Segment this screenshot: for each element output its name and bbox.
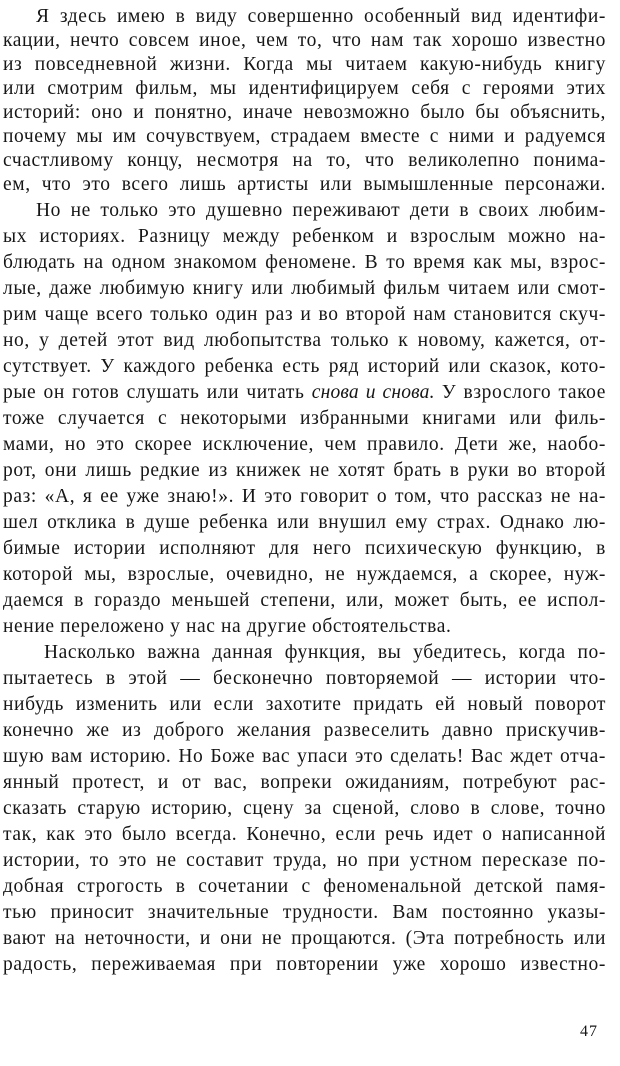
text-run: У взрослого такое <box>434 382 606 403</box>
text-line: мами, но это скорее исключение, чем правило. Дети же, наобо- <box>3 434 606 455</box>
text-line: раз: «А, я ее уже знаю!». И это говорит о том, что рассказ не на- <box>3 486 606 507</box>
text-line: так, как это было всегда. Конечно, если речь идет о написанной <box>3 824 606 845</box>
text-line: пытаетесь в этой — бесконечно повторяемой — истории что- <box>3 668 606 689</box>
text-line: ых историях. Разницу между ребенком и взрослым можно на- <box>3 226 606 247</box>
text-line: лые, даже любимую книгу или любимый фильм читаем или смот- <box>3 278 606 299</box>
text-line: блюдать на одном знакомом феномене. В то время как мы, взрос- <box>3 252 606 273</box>
text-line: Насколько важна данная функция, вы убедитесь, когда по- <box>44 642 606 663</box>
text-line: янный протест, и от вас, вопреки ожиданиям, потребуют рас- <box>3 772 606 793</box>
text-line: радость, переживаемая при повторении уже хорошо известно- <box>3 954 606 975</box>
text-line: бимые истории исполняют для него психическую функцию, в <box>3 538 606 559</box>
text-line: даемся в гораздо меньшей степени, или, может быть, ее испол- <box>3 590 606 611</box>
text-run: рые он готов слушать или читать <box>3 382 312 403</box>
text-line: нибудь изменить или если захотите придать ей новый поворот <box>3 694 606 715</box>
text-line: сутствует. У каждого ребенка есть ряд историй или сказок, кото- <box>3 356 606 377</box>
text-line: тоже случается с некоторыми избранными книгами или филь- <box>3 408 606 429</box>
text-line: нение переложено у нас на другие обстоятельства. <box>3 616 452 637</box>
text-line: Но не только это душевно переживают дети в своих любим- <box>36 200 606 221</box>
text-line: конечно же из доброго желания развеселить давно прискучив- <box>3 720 606 741</box>
text-line: историй: оно и понятно, иначе невозможно было бы объяснить, <box>3 102 606 123</box>
page-number: 47 <box>580 1023 598 1040</box>
text-line: но, у детей этот вид любопытства только к новому, кажется, от- <box>3 330 606 351</box>
text-line: вают на неточности, и они не прощаются. (Эта потребность или <box>3 928 606 949</box>
italic-emphasis: снова и снова. <box>311 382 435 403</box>
text-line: шел отклика в душе ребенка или внушил ему страх. Однако лю- <box>3 512 606 533</box>
text-line: добная строгость в сочетании с феноменальной детской памя- <box>3 876 606 897</box>
text-line: рот, они лишь редкие из книжек не хотят брать в руки во второй <box>3 460 606 481</box>
text-line: которой мы, взрослые, очевидно, не нуждаемся, а скорее, нуж- <box>3 564 606 585</box>
text-line: ем, что это всего лишь артисты или вымышленные персонажи. <box>3 174 606 195</box>
text-line: истории, то это не составит труда, но при устном пересказе по- <box>3 850 606 871</box>
text-line: сказать старую историю, сцену за сценой, слово в слове, точно <box>3 798 606 819</box>
text-line: шую вам историю. Но Боже вас упаси это сделать! Вас ждет отча- <box>3 746 606 767</box>
text-line: счастливому концу, несмотря на то, что великолепно понима- <box>3 150 606 171</box>
text-line: рим чаще всего только один раз и во второй нам становится скуч- <box>3 304 606 325</box>
text-line: кации, нечто совсем иное, чем то, что нам так хорошо известно <box>3 30 606 51</box>
text-line: Я здесь имею в виду совершенно особенный вид идентифи- <box>36 6 606 27</box>
text-line: или смотрим фильм, мы идентифицируем себя с героями этих <box>3 78 606 99</box>
text-line: тью приносит значительные трудности. Вам постоянно указы- <box>3 902 606 923</box>
text-line: почему мы им сочувствуем, страдаем вместе с ними и радуемся <box>3 126 606 147</box>
text-line: из повседневной жизни. Когда мы читаем какую-нибудь книгу <box>3 54 606 75</box>
